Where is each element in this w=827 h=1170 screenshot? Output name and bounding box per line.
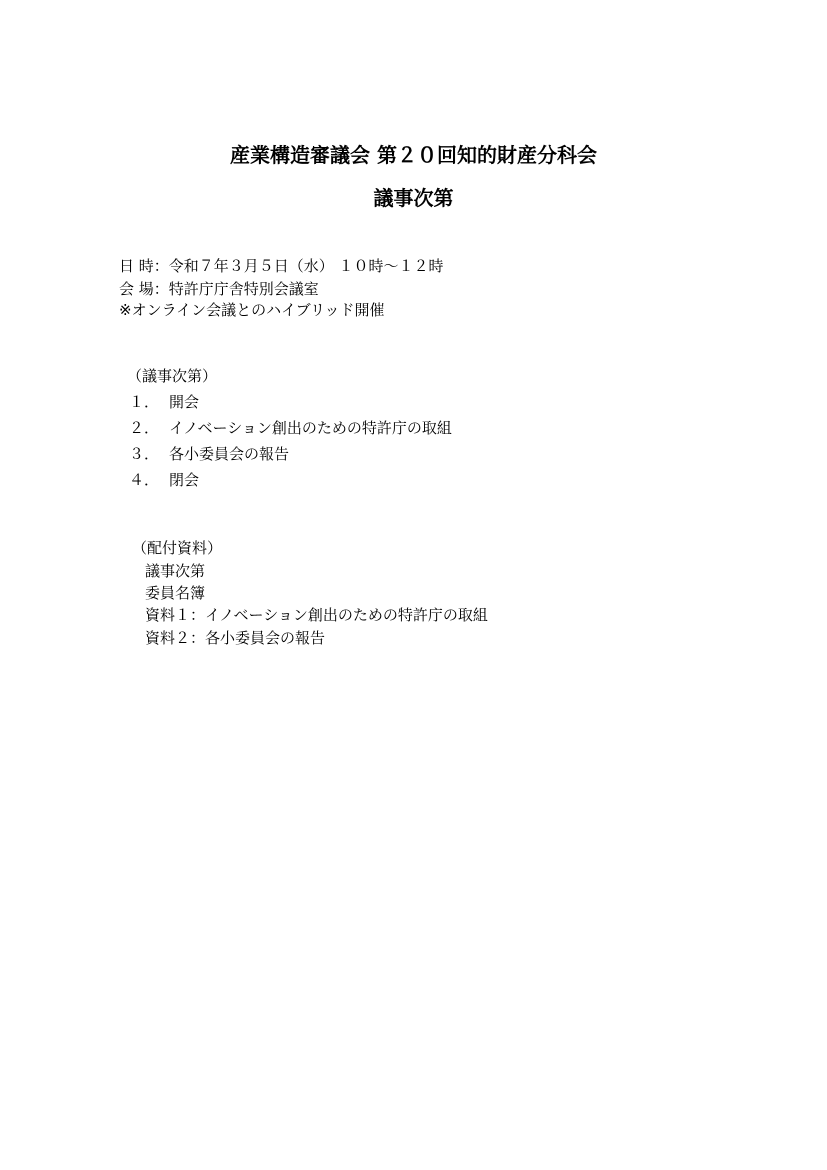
agenda-item-text: 閉会 bbox=[169, 471, 200, 489]
agenda-item-number: ４． bbox=[129, 471, 160, 489]
agenda-item-text: イノベーション創出のための特許庁の取組 bbox=[169, 419, 452, 437]
agenda-item-text: 各小委員会の報告 bbox=[169, 445, 290, 463]
materials-heading: （配付資料） bbox=[132, 539, 223, 557]
material-item: 委員名簿 bbox=[145, 584, 206, 602]
meeting-datetime: 日 時：令和７年３月５日（水） １０時～１２時 bbox=[119, 257, 444, 275]
agenda-item bbox=[129, 392, 199, 412]
agenda-item-number: １． bbox=[129, 393, 160, 411]
agenda-item bbox=[129, 444, 289, 464]
agenda-item bbox=[129, 470, 199, 490]
agenda-item-number: ２． bbox=[129, 419, 160, 437]
agenda-item-number: ３． bbox=[129, 445, 160, 463]
agenda-item-text: 開会 bbox=[169, 393, 200, 411]
agenda-item bbox=[129, 418, 452, 438]
material-item: 議事次第 bbox=[145, 562, 206, 580]
meeting-format-note: ※オンライン会議とのハイブリッド開催 bbox=[119, 301, 385, 319]
material-item: 資料２：各小委員会の報告 bbox=[145, 629, 326, 647]
agenda-heading: （議事次第） bbox=[127, 367, 218, 385]
document-subtitle: 議事次第 bbox=[373, 186, 454, 210]
meeting-venue: 会 場：特許庁庁舎特別会議室 bbox=[119, 280, 319, 298]
material-item: 資料１：イノベーション創出のための特許庁の取組 bbox=[145, 606, 488, 624]
document-title: 産業構造審議会 第２０回知的財産分科会 bbox=[230, 143, 597, 167]
